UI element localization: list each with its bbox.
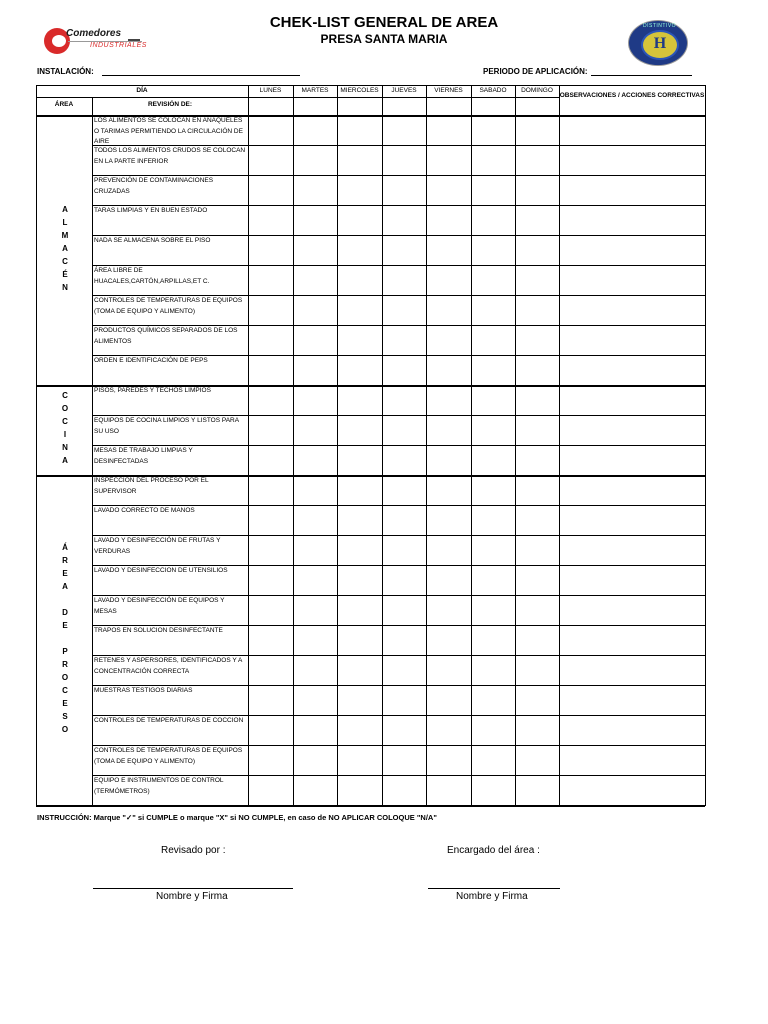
area-vertical-label: [36, 391, 94, 469]
day-check-cell[interactable]: [427, 446, 471, 475]
observaciones-cell[interactable]: [560, 656, 705, 685]
observaciones-header: OBSERVACIONES / ACCIONES CORRECTIVAS: [559, 92, 705, 99]
checklist-item-label: LAVADO Y DESINFECCIÓN DE EQUIPOS Y MESAS: [94, 597, 225, 615]
day-check-cell[interactable]: [249, 326, 293, 355]
day-check-cell[interactable]: [383, 446, 426, 475]
observaciones-cell[interactable]: [560, 716, 705, 745]
day-check-cell[interactable]: [294, 686, 337, 715]
checklist-item-label: RETENES Y ASPERSORES, IDENTIFICADOS Y A CONCENTRACIÓN CORRECTA: [94, 657, 242, 675]
day-check-cell[interactable]: [338, 236, 382, 265]
factory-icon: [128, 30, 140, 41]
day-check-cell[interactable]: [383, 236, 426, 265]
observaciones-cell[interactable]: [560, 386, 705, 415]
day-check-cell[interactable]: [249, 236, 293, 265]
area-letter: S: [62, 711, 68, 721]
checklist-item-label: TARAS LIMPIAS Y EN BUEN ESTADO: [94, 207, 208, 214]
area-letter: E: [62, 698, 68, 708]
area-letter: A: [62, 243, 68, 253]
day-check-cell[interactable]: [427, 236, 471, 265]
day-check-cell[interactable]: [294, 326, 337, 355]
day-check-cell[interactable]: [249, 626, 293, 655]
checklist-item-label: NADA SE ALMACENA SOBRE EL PISO: [94, 237, 211, 244]
day-check-cell[interactable]: [516, 476, 559, 505]
observaciones-cell[interactable]: [560, 476, 705, 505]
day-check-cell[interactable]: [338, 386, 382, 415]
day-check-cell[interactable]: [516, 446, 559, 475]
day-check-cell[interactable]: [427, 386, 471, 415]
day-check-cell[interactable]: [383, 386, 426, 415]
area-letter: N: [62, 282, 68, 292]
day-check-cell[interactable]: [338, 176, 382, 205]
logo-word-1: Comedores: [66, 28, 122, 39]
area-letter: E: [62, 620, 68, 630]
day-check-cell[interactable]: [383, 536, 426, 565]
day-check-cell[interactable]: [427, 266, 471, 295]
day-check-cell[interactable]: [338, 566, 382, 595]
checklist-item-label: PRODUCTOS QUÍMICOS SEPARADOS DE LOS ALIMENTOS: [94, 327, 238, 345]
day-check-cell[interactable]: [427, 296, 471, 325]
day-check-cell[interactable]: [294, 476, 337, 505]
grid-line: [36, 97, 559, 98]
day-check-cell[interactable]: [383, 566, 426, 595]
day-check-cell[interactable]: [294, 266, 337, 295]
day-check-cell[interactable]: [249, 266, 293, 295]
day-check-cell[interactable]: [472, 296, 515, 325]
day-check-cell[interactable]: [249, 536, 293, 565]
day-check-cell[interactable]: [516, 776, 559, 805]
day-check-cell[interactable]: [427, 746, 471, 775]
day-check-cell[interactable]: [472, 536, 515, 565]
day-check-cell[interactable]: [383, 326, 426, 355]
day-check-cell[interactable]: [338, 716, 382, 745]
day-check-cell[interactable]: [427, 716, 471, 745]
day-check-cell[interactable]: [472, 326, 515, 355]
area-header: ÁREA: [54, 101, 74, 108]
day-check-cell[interactable]: [516, 236, 559, 265]
day-check-cell[interactable]: [516, 656, 559, 685]
day-check-cell[interactable]: [383, 626, 426, 655]
day-check-cell[interactable]: [249, 116, 293, 145]
day-check-cell[interactable]: [338, 326, 382, 355]
encargado-signature-line[interactable]: [428, 888, 560, 889]
day-check-cell[interactable]: [516, 686, 559, 715]
day-check-cell[interactable]: [516, 746, 559, 775]
day-check-cell[interactable]: [427, 656, 471, 685]
day-check-cell[interactable]: [383, 356, 426, 385]
seal-letter: H: [653, 35, 667, 52]
revisado-nombre-firma: Nombre y Firma: [156, 891, 228, 902]
day-check-cell[interactable]: [427, 116, 471, 145]
checklist-item-label: EQUIPO E INSTRUMENTOS DE CONTROL (TERMÓMETROS): [94, 777, 224, 795]
day-check-cell[interactable]: [294, 356, 337, 385]
day-check-cell[interactable]: [294, 626, 337, 655]
day-check-cell[interactable]: [427, 416, 471, 445]
day-header: MIERCOLES: [340, 87, 379, 94]
day-check-cell[interactable]: [516, 206, 559, 235]
area-letter: E: [62, 568, 68, 578]
day-check-cell[interactable]: [249, 386, 293, 415]
encargado-nombre-firma: Nombre y Firma: [456, 891, 528, 902]
day-check-cell[interactable]: [516, 146, 559, 175]
observaciones-cell[interactable]: [560, 266, 705, 295]
observaciones-cell[interactable]: [560, 776, 705, 805]
observaciones-cell[interactable]: [560, 566, 705, 595]
day-check-cell[interactable]: [516, 566, 559, 595]
day-check-cell[interactable]: [338, 626, 382, 655]
area-letter: C: [62, 417, 68, 426]
area-letter: C: [62, 391, 68, 400]
day-check-cell[interactable]: [383, 476, 426, 505]
day-header: LUNES: [259, 87, 282, 94]
day-check-cell[interactable]: [294, 176, 337, 205]
day-check-cell[interactable]: [249, 476, 293, 505]
day-check-cell[interactable]: [338, 416, 382, 445]
instalacion-field[interactable]: [102, 75, 300, 76]
day-check-cell[interactable]: [338, 356, 382, 385]
day-check-cell[interactable]: [338, 146, 382, 175]
day-check-cell[interactable]: [472, 506, 515, 535]
observaciones-cell[interactable]: [560, 236, 705, 265]
day-header: JUEVES: [391, 87, 417, 94]
day-header: VIERNES: [434, 87, 463, 94]
day-check-cell[interactable]: [516, 536, 559, 565]
area-letter: L: [62, 217, 68, 227]
day-check-cell[interactable]: [383, 596, 426, 625]
observaciones-cell[interactable]: [560, 536, 705, 565]
area-vertical-label: [36, 205, 94, 296]
day-check-cell[interactable]: [338, 296, 382, 325]
day-check-cell[interactable]: [249, 506, 293, 535]
area-letter: C: [62, 256, 68, 266]
day-check-cell[interactable]: [427, 776, 471, 805]
day-check-cell[interactable]: [516, 716, 559, 745]
periodo-label: PERIODO DE APLICACIÓN:: [483, 67, 588, 76]
area-letter: Á: [62, 542, 68, 552]
day-check-cell[interactable]: [427, 176, 471, 205]
day-check-cell[interactable]: [427, 476, 471, 505]
dia-header: DÍA: [136, 87, 148, 94]
instruction-text: INSTRUCCIÓN: Marque "✓" si CUMPLE o marque "X" si NO CUMPLE, en caso de NO APLICAR COLOQUE "N/A": [37, 813, 437, 822]
checklist-item-label: LAVADO Y DESINFECCION DE UTENSILIOS: [94, 567, 228, 574]
day-check-cell[interactable]: [516, 626, 559, 655]
day-check-cell[interactable]: [249, 206, 293, 235]
day-check-cell[interactable]: [472, 566, 515, 595]
observaciones-cell[interactable]: [560, 116, 705, 145]
day-header: DOMINGO: [521, 87, 553, 94]
observaciones-cell[interactable]: [560, 296, 705, 325]
checklist-item-label: LAVADO CORRECTO DE MANOS: [94, 507, 195, 514]
seal-ring-text: DISTINTIVO: [643, 23, 677, 29]
day-check-cell[interactable]: [294, 446, 337, 475]
day-check-cell[interactable]: [516, 176, 559, 205]
area-letter: O: [61, 724, 69, 734]
day-check-cell[interactable]: [472, 596, 515, 625]
observaciones-cell[interactable]: [560, 176, 705, 205]
checklist-item-label: CONTROLES DE TEMPERATURAS DE EQUIPOS (TOMA DE EQUIPO Y ALIMENTO): [94, 297, 243, 315]
day-check-cell[interactable]: [249, 176, 293, 205]
checklist-item-label: TODOS LOS ALIMENTOS CRUDOS SE COLOCAN EN LA PARTE INFERIOR: [94, 147, 246, 165]
checklist-item-label: INSPECCIÓN DEL PROCESO POR EL SUPERVISOR: [94, 477, 209, 495]
day-check-cell[interactable]: [383, 296, 426, 325]
day-check-cell[interactable]: [427, 506, 471, 535]
observaciones-cell[interactable]: [560, 206, 705, 235]
area-letter: R: [62, 659, 68, 669]
day-check-cell[interactable]: [249, 596, 293, 625]
day-check-cell[interactable]: [383, 656, 426, 685]
area-letter: I: [63, 430, 67, 439]
day-check-cell[interactable]: [427, 206, 471, 235]
grid-line: [36, 85, 705, 86]
day-check-cell[interactable]: [472, 206, 515, 235]
area-vertical-label: [36, 543, 94, 738]
revisado-signature-line[interactable]: [93, 888, 293, 889]
day-check-cell[interactable]: [249, 356, 293, 385]
area-letter: A: [62, 204, 68, 214]
area-letter: C: [62, 685, 68, 695]
day-check-cell[interactable]: [294, 386, 337, 415]
day-header: SABADO: [479, 87, 507, 94]
day-check-cell[interactable]: [294, 506, 337, 535]
observaciones-cell[interactable]: [560, 416, 705, 445]
day-check-cell[interactable]: [249, 656, 293, 685]
day-check-cell[interactable]: [294, 566, 337, 595]
comedores-logo: [44, 26, 147, 56]
day-check-cell[interactable]: [427, 596, 471, 625]
checklist-item-label: CONTROLES DE TEMPERATURAS DE COCCION: [94, 717, 244, 724]
day-check-cell[interactable]: [427, 566, 471, 595]
day-check-cell[interactable]: [472, 236, 515, 265]
checklist-item-label: EQUIPOS DE COCINA LIMPIOS Y LISTOS PARA SU USO: [94, 417, 239, 435]
grid-line: [705, 85, 706, 806]
day-check-cell[interactable]: [249, 146, 293, 175]
instalacion-label: INSTALACIÓN:: [37, 67, 94, 76]
periodo-field[interactable]: [591, 75, 692, 76]
day-check-cell[interactable]: [383, 776, 426, 805]
day-check-cell[interactable]: [338, 536, 382, 565]
grid-line: [36, 805, 705, 807]
area-letter: [36, 634, 94, 647]
area-letter: O: [61, 672, 69, 682]
checklist-item-label: MUESTRAS TESTIGOS DIARIAS: [94, 687, 193, 694]
day-check-cell[interactable]: [294, 236, 337, 265]
revisado-label: Revisado por :: [161, 845, 226, 856]
area-letter: [36, 595, 94, 608]
day-check-cell[interactable]: [516, 596, 559, 625]
day-check-cell[interactable]: [427, 146, 471, 175]
day-check-cell[interactable]: [383, 416, 426, 445]
day-check-cell[interactable]: [249, 446, 293, 475]
area-letter: É: [62, 269, 68, 279]
day-check-cell[interactable]: [294, 536, 337, 565]
day-check-cell[interactable]: [472, 416, 515, 445]
observaciones-cell[interactable]: [560, 356, 705, 385]
day-check-cell[interactable]: [249, 776, 293, 805]
checklist-item-label: LAVADO Y DESINFECCIÓN DE FRUTAS Y VERDURAS: [94, 537, 221, 555]
encargado-label: Encargado del área :: [447, 845, 540, 856]
day-check-cell[interactable]: [516, 416, 559, 445]
day-check-cell[interactable]: [294, 116, 337, 145]
distintivo-h-seal: [628, 20, 686, 64]
day-check-cell[interactable]: [472, 716, 515, 745]
day-check-cell[interactable]: [294, 596, 337, 625]
day-check-cell[interactable]: [427, 626, 471, 655]
checklist-item-label: ÁREA LIBRE DE HUACALES,CARTÓN,ARPILLAS,ET C.: [94, 267, 210, 285]
day-check-cell[interactable]: [472, 776, 515, 805]
page-subtitle: PRESA SANTA MARIA: [320, 32, 448, 46]
checklist-item-label: CONTROLES DE TEMPERATURAS DE EQUIPOS (TOMA DE EQUIPO Y ALIMENTO): [94, 747, 243, 765]
day-check-cell[interactable]: [338, 266, 382, 295]
day-check-cell[interactable]: [249, 566, 293, 595]
day-check-cell[interactable]: [472, 656, 515, 685]
observaciones-cell[interactable]: [560, 596, 705, 625]
day-check-cell[interactable]: [383, 506, 426, 535]
observaciones-cell[interactable]: [560, 326, 705, 355]
day-check-cell[interactable]: [294, 206, 337, 235]
day-check-cell[interactable]: [516, 356, 559, 385]
day-check-cell[interactable]: [516, 386, 559, 415]
day-check-cell[interactable]: [472, 266, 515, 295]
observaciones-cell[interactable]: [560, 146, 705, 175]
checklist-item-label: PREVENCIÓN DE CONTAMINACIONES CRUZADAS: [94, 177, 214, 195]
day-check-cell[interactable]: [383, 146, 426, 175]
observaciones-cell[interactable]: [560, 506, 705, 535]
day-check-cell[interactable]: [472, 446, 515, 475]
day-check-cell[interactable]: [472, 176, 515, 205]
day-check-cell[interactable]: [249, 416, 293, 445]
day-check-cell[interactable]: [427, 686, 471, 715]
day-check-cell[interactable]: [249, 686, 293, 715]
day-check-cell[interactable]: [338, 476, 382, 505]
checklist-item-label: MESAS DE TRABAJO LIMPIAS Y DESINFECTADAS: [94, 447, 193, 465]
day-check-cell[interactable]: [472, 626, 515, 655]
observaciones-cell[interactable]: [560, 626, 705, 655]
day-check-cell[interactable]: [249, 296, 293, 325]
day-check-cell[interactable]: [516, 116, 559, 145]
day-check-cell[interactable]: [472, 476, 515, 505]
day-check-cell[interactable]: [383, 266, 426, 295]
day-check-cell[interactable]: [294, 296, 337, 325]
day-check-cell[interactable]: [294, 656, 337, 685]
day-check-cell[interactable]: [338, 656, 382, 685]
day-check-cell[interactable]: [427, 356, 471, 385]
day-check-cell[interactable]: [383, 116, 426, 145]
area-letter: P: [62, 646, 68, 656]
day-check-cell[interactable]: [338, 776, 382, 805]
revision-header: REVISIÓN DE:: [147, 101, 193, 108]
day-check-cell[interactable]: [383, 716, 426, 745]
day-check-cell[interactable]: [249, 716, 293, 745]
day-check-cell[interactable]: [472, 116, 515, 145]
day-check-cell[interactable]: [294, 776, 337, 805]
day-check-cell[interactable]: [338, 746, 382, 775]
day-check-cell[interactable]: [294, 716, 337, 745]
area-letter: M: [61, 230, 69, 240]
day-check-cell[interactable]: [294, 416, 337, 445]
day-check-cell[interactable]: [338, 446, 382, 475]
checklist-item-label: ORDEN E IDENTIFICACIÓN DE PEPS: [94, 357, 208, 364]
observaciones-cell[interactable]: [560, 746, 705, 775]
day-check-cell[interactable]: [472, 386, 515, 415]
day-check-cell[interactable]: [383, 746, 426, 775]
day-check-cell[interactable]: [516, 326, 559, 355]
checklist-item-label: LOS ALIMENTOS SE COLOCAN EN ANAQUELES O TARIMAS PERMITIENDO LA CIRCULACIÓN DE AIRE: [94, 117, 243, 144]
day-check-cell[interactable]: [383, 686, 426, 715]
day-header: MARTES: [301, 87, 329, 94]
day-check-cell[interactable]: [338, 686, 382, 715]
day-check-cell[interactable]: [338, 506, 382, 535]
area-letter: R: [62, 555, 68, 565]
area-letter: D: [62, 607, 68, 617]
day-check-cell[interactable]: [338, 596, 382, 625]
day-check-cell[interactable]: [294, 746, 337, 775]
day-check-cell[interactable]: [472, 356, 515, 385]
observaciones-cell[interactable]: [560, 446, 705, 475]
day-check-cell[interactable]: [472, 746, 515, 775]
area-letter: N: [62, 443, 68, 452]
day-check-cell[interactable]: [472, 146, 515, 175]
day-check-cell[interactable]: [516, 266, 559, 295]
observaciones-cell[interactable]: [560, 686, 705, 715]
logo-word-2: INDUSTRIALES: [90, 42, 147, 49]
day-check-cell[interactable]: [472, 686, 515, 715]
checklist-item-label: TRAPOS EN SOLUCION DESINFECTANTE: [94, 627, 223, 634]
page-title: CHEK-LIST GENERAL DE AREA: [269, 14, 499, 31]
area-letter: O: [61, 404, 69, 413]
day-check-cell[interactable]: [383, 206, 426, 235]
day-check-cell[interactable]: [249, 746, 293, 775]
day-check-cell[interactable]: [427, 326, 471, 355]
day-check-cell[interactable]: [383, 176, 426, 205]
area-letter: A: [62, 581, 68, 591]
day-check-cell[interactable]: [338, 116, 382, 145]
day-check-cell[interactable]: [338, 206, 382, 235]
day-check-cell[interactable]: [294, 146, 337, 175]
day-check-cell[interactable]: [516, 506, 559, 535]
day-check-cell[interactable]: [516, 296, 559, 325]
area-letter: A: [62, 456, 68, 465]
day-check-cell[interactable]: [427, 536, 471, 565]
checklist-item-label: PISOS, PAREDES Y TECHOS LIMPIOS: [94, 387, 211, 394]
